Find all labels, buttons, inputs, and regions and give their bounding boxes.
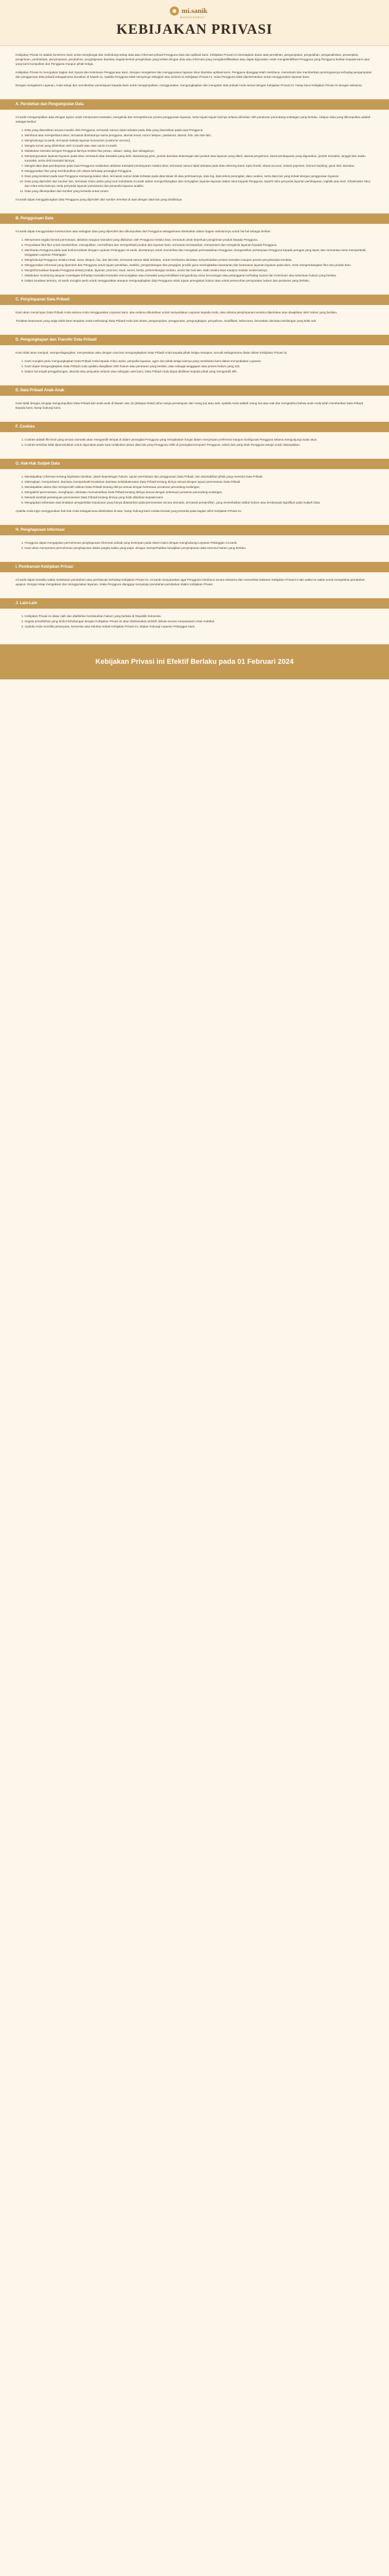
list-item: 2. Kami dapat mengungkapkan Data Pribadi Anda apabila diwajibkan oleh hukum atau peraturan yang berlaku, atau sebagai tanggapan atas proses hukum yang sah. <box>25 364 373 369</box>
section-title: H. Penghapusan Informasi <box>0 525 389 535</box>
list-item: 1. Kami mungkin perlu mengungkapkan Data Pribadi Anda kepada mitra usaha, penyedia layanan, agen dan pihak ketiga lainnya yang membantu kami dalam menyediakan Layanan. <box>25 359 373 363</box>
list-item: 1. Data yang diserahkan secara mandiri oleh Pengguna, termasuk namun tidak terbatas pada data yang diserahkan pada saat Pengguna: <box>25 128 373 132</box>
section-note: Apabila Anda ingin menggunakan hak-hak Anda sebagaimana disebutkan di atas, harap hubungi kami melalui kontak yang tersedia pada bagian akhir Kebijakan Privasi ini. <box>16 509 242 513</box>
intro-paragraph: Kebijakan Privasi ini adalah komitmen kami untuk menghargai dan melindungi setiap data atau informasi pribadi Pengguna situs dan aplikasi kami. Kebijakan Privasi ini menetapkan dasar atas perolehan, pengumpulan, pengolahan, penganalisisan, penampilan, pengiriman, pembukaan, penyimpanan, perubahan, penghapusan dan/atau segala bentuk pengelolaan yang terkait dengan data atau informasi yang mengidentifikasikan atau dapat digunakan untuk mengidentifikasi Pengguna yang Pengguna berikan kepada kami atau yang kami kumpulkan dari Pengguna maupun pihak ketiga. <box>16 53 370 66</box>
list-item: 1. Pengguna dapat mengajukan permohonan penghapusan informasi pribadi yang tersimpan pada sistem kami dengan menghubungi Layanan Pelanggan mi.sanik. <box>25 541 373 545</box>
section-paragraph: Kami akan menyimpan Data Pribadi Anda selama Anda menggunakan Layanan kami, atau selama dibutuhkan untuk menyediakan Layanan kepada Anda, atau selama penyimpanan tersebut diperlukan atau diwajibkan oleh hukum yang berlaku. <box>16 311 338 314</box>
list-item: 8. Menggunakan fitur yang membutuhkan izin akses terhadap perangkat Pengguna. <box>25 169 373 173</box>
section-title: A. Perolehan dan Pengumpulan Data <box>0 99 389 110</box>
section-body <box>0 396 389 418</box>
intro-paragraph: Kebijakan Privasi ini merupakan bagian dari Syarat dan Ketentuan Penggunaan kami. Dengan mengakses dan menggunakan layanan situs dan/atau aplikasi kami, Pengguna dianggap telah membaca, memahami dan memberikan persetujuannya terhadap pengumpulan dan penggunaan data pribadi sebagaimana diuraikan di bawah ini. Apabila Pengguna tidak menyetujui sebagian atau seluruh isi Kebijakan Privasi ini, maka Pengguna tidak diperkenankan untuk menggunakan layanan kami. <box>16 71 372 79</box>
list-item: 3. Mendapatkan akses dan memperoleh salinan Data Pribadi tentang dirinya sesuai dengan ketentuan peraturan perundang-undangan. <box>25 485 373 489</box>
section-paragraph: Tindakan keamanan yang wajar telah kami terapkan untuk melindungi Data Pribadi Anda dari akses, pengumpulan, penggunaan, pengungkapan, penyalinan, modifikasi, kebocoran, kerusakan dan/atau kehilangan yang tidak sah. <box>16 319 317 322</box>
section-body <box>0 572 389 594</box>
effective-date-banner <box>0 644 389 679</box>
list-item: 2. Cookies tersebut tidak diperuntukkan untuk digunakan pada saat melakukan akses data lain yang Pengguna miliki di perangkat komputer Pengguna, selain dari yang telah Pengguna setujui untuk disampaikan. <box>25 443 373 447</box>
list-item: 3. Apabila Anda memiliki pertanyaan, komentar atau keluhan terkait Kebijakan Privasi ini, silakan hubungi Layanan Pelanggan kami. <box>25 624 373 629</box>
list-item: 1. Cookies adalah file kecil yang secara otomatis akan mengambil tempat di dalam perangkat Pengguna yang menjalankan fungsi dalam menyimpan preferensi maupun konfigurasi Pengguna selama mengunjungi suatu situs. <box>25 437 373 442</box>
section-list <box>16 437 373 447</box>
list-item: 1. Mendapatkan informasi tentang kejelasan identitas, dasar kepentingan hukum, tujuan permintaan dan penggunaan Data Pribadi, dan akuntabilitas pihak yang meminta Data Pribadi. <box>25 474 373 479</box>
list-item: 3. Menghubungi mi.sanik, termasuk melalui layanan konsumen (customer service); <box>25 138 373 143</box>
list-item: 3. Membantu Pengguna pada saat berkomunikasi dengan Layanan Pelanggan mi.sanik, diantaranya untuk memeriksa dan mengatasi permasalahan Pengguna; mengarahkan pertanyaan Pengguna kepada petugas yang tepat; dan memantau serta memperbaiki tanggapan Layanan Pelanggan. <box>25 248 373 257</box>
section-body <box>0 345 389 382</box>
list-item: 4. Menghubungi Pengguna melalui email, surat, telepon, fax, dan lain-lain, termasuk namun tidak terbatas, untuk membantu dan/atau menyelesaikan proses transaksi maupun proses penyelesaian kendala. <box>25 258 373 262</box>
effective-date-text: Kebijakan Privasi ini Efektif Berlaku pada 01 Februari 2024 <box>95 658 294 666</box>
section-title: D. Pengungkapan dan Transfer Data Pribadi <box>0 335 389 345</box>
list-item: 1. Memproses segala bentuk permintaan, aktivitas maupun transaksi yang dilakukan oleh Pengguna melalui situs, termasuk untuk keperluan pengiriman produk kepada Pengguna. <box>25 237 373 242</box>
section-body <box>0 609 389 637</box>
privacy-policy-page <box>0 0 389 679</box>
section-body <box>0 469 389 521</box>
list-item: 2. Kami akan memproses permohonan penghapusan dalam jangka waktu yang wajar, dengan memperhatikan kewajiban penyimpanan data menurut hukum yang berlaku. <box>25 546 373 550</box>
section-body <box>0 110 389 210</box>
section-paragraph: Kami tidak dengan sengaja mengumpulkan Data Pribadi dari anak-anak di bawah usia 18 (delapan belas) tahun tanpa persetujuan dari orang tua atau wali. Apabila Anda adalah orang tua atau wali dan mengetahui bahwa anak Anda telah memberikan Data Pribadi kepada kami, harap hubungi kami. <box>16 402 363 409</box>
sections-container <box>0 99 389 637</box>
section-title: C. Penyimpanan Data Pribadi <box>0 295 389 305</box>
list-item: 6. Mempergunakan layanan-layanan pada situs, termasuk data transaksi yang detil, diantaranya jenis, jumlah dan/atau keterangan dari produk atau layanan yang dibeli, alamat pengiriman, kanal pembayaran yang digunakan, jumlah transaksi, tanggal dan waktu transaksi, serta detil transaksi lainnya; <box>25 154 373 163</box>
section-list <box>16 359 373 374</box>
section-list <box>16 614 373 629</box>
section-paragraph: mi.sanik mengumpulkan data dengan tujuan untuk memproses transaksi, mengelola dan memperlancar proses penggunaan layanan, serta tujuan-tujuan lainnya selama diizinkan oleh peraturan perundang-undangan yang berlaku. Adapun data yang dikumpulkan adalah sebagai berikut: <box>16 115 371 123</box>
list-item: 11. Data yang dikumpulkan dari sumber yang tersedia untuk umum. <box>25 189 373 193</box>
section-list <box>16 474 373 505</box>
page-title: KEBIJAKAN PRIVASI <box>116 21 273 37</box>
list-item: 7. Melakukan monitoring ataupun investigasi terhadap transaksi-transaksi mencurigakan atau transaksi yang terindikasi mengandung unsur kecurangan atau pelanggaran terhadap Syarat dan Ketentuan atau ketentuan hukum yang berlaku. <box>25 273 373 278</box>
logo-text: mi.sanik <box>182 7 208 15</box>
section-body <box>0 224 389 291</box>
logo-mark-icon <box>170 6 179 16</box>
section-paragraph: mi.sanik dapat sewaktu-waktu melakukan perubahan atau pembaruan terhadap Kebijakan Privasi ini. mi.sanik menyarankan agar Pengguna membaca secara seksama dan memeriksa halaman Kebijakan Privasi ini dari waktu ke waktu untuk mengetahui perubahan apapun. Dengan tetap mengakses dan menggunakan layanan, maka Pengguna dianggap menyetujui perubahan-perubahan dalam Kebijakan Privasi. <box>16 578 365 586</box>
list-item: 2. Segala perselisihan yang timbul sehubungan dengan Kebijakan Privasi ini akan diselesaikan terlebih dahulu secara musyawarah untuk mufakat. <box>25 619 373 624</box>
section-body <box>0 432 389 455</box>
list-item: 5. Menggunakan informasi yang diperoleh dari Pengguna untuk tujuan penelitian, analisis, pengembangan dan pengujian produk guna meningkatkan keamanan dan keamanan layanan-layanan pada situs, serta mengembangkan fitur dan produk baru. <box>25 263 373 267</box>
list-item: 3. Dalam hal terjadi penggabungan, akuisisi atau penjualan seluruh atau sebagian aset kami, Data Pribadi Anda dapat dialihkan kepada pihak yang mengambil alih. <box>25 369 373 374</box>
page-header <box>0 0 389 46</box>
section-body <box>0 535 389 558</box>
section-list <box>16 541 373 550</box>
section-title: F. Cookies <box>0 422 389 432</box>
list-item: 5. Melakukan interaksi dengan Pengguna lainnya melalui fitur pesan, ulasan, rating, dan sebagainya; <box>25 149 373 153</box>
section-paragraph: Kami tidak akan menjual, memperdagangkan, menyewakan atau dengan cara lain mengungkapkan Data Pribadi Anda kepada pihak ketiga manapun, kecuali sebagaimana diatur dalam Kebijakan Privasi ini. <box>16 351 288 354</box>
section-list <box>16 128 373 193</box>
list-item: 1. Kebijakan Privasi ini diatur oleh dan ditafsirkan berdasarkan hukum yang berlaku di Republik Indonesia. <box>25 614 373 618</box>
brand-logo[interactable] <box>170 6 207 16</box>
section-title: I. Pembaruan Kebijakan Privasi <box>0 562 389 572</box>
list-item: 2. Membuat atau memperbarui akun, termasuk diantaranya nama pengguna, alamat email, nomor telepon, password, alamat, foto, dan lain-lain; <box>25 133 373 138</box>
section-body <box>0 305 389 331</box>
intro <box>0 46 389 95</box>
list-item: 8. Dalam keadaan tertentu, mi.sanik mungkin perlu untuk menggunakan ataupun mengungkapkan data Pengguna untuk tujuan penegakan hukum atau untuk pemenuhan persyaratan hukum dan peraturan yang berlaku. <box>25 278 373 283</box>
list-item: 10. Data yang diperoleh dari sumber lain, termasuk mitra usaha yang turut membantu mi.sanik dalam mengembangkan dan menyajikan layanan-layanan dalam situs kepada Pengguna, seperti mitra penyedia layanan pembayaran, logistik atau kurir, infrastruktur situs, dan mitra-mitra lainnya; serta penyedia layanan pemasaran dan penyedia layanan analitis. <box>25 179 373 188</box>
section-title: B. Penggunaan Data <box>0 213 389 224</box>
intro-paragraph: Dengan mengakses Layanan, Anda setuju dan memberikan persetujuan kepada kami untuk mengumpulkan, menggunakan, mengungkapkan dan mengolah data pribadi Anda sesuai dengan Kebijakan Privasi ini. Harap baca Kebijakan Privasi ini dengan seksama. <box>16 84 363 87</box>
list-item: 6. Menginformasikan kepada Pengguna terkait produk, layanan, promosi, studi, survei, berita, perkembangan terbaru, acara dan lain-lain, baik melalui situs maupun melalui media lainnya. <box>25 268 373 273</box>
section-note: mi.sanik dapat menggabungkan data Pengguna yang diperoleh dari sumber tersebut di atas dengan data lain yang dimilikinya. <box>16 198 183 201</box>
list-item: 7. Mengisi data-data pembayaran pada saat Pengguna melakukan aktivitas transaksi pembayaran melalui situs, termasuk namun tidak terbatas pada data rekening bank, kartu kredit, virtual account, instant payment, internet banking, gerai ritel; dan/atau <box>25 164 373 168</box>
section-paragraph: mi.sanik dapat menggunakan keseluruhan atau sebagian data yang diperoleh dan dikumpulkan dari Pengguna sebagaimana disebutkan dalam bagian sebelumnya untuk hal-hal sebagai berikut: <box>16 230 271 233</box>
section-title: J. Lain-Lain <box>0 598 389 609</box>
list-item: 6. Mengajukan keberatan atas tindakan pengambilan keputusan yang hanya didasarkan pada pemrosesan secara otomatis, termasuk pemprofilan, yang menimbulkan akibat hukum atau berdampak signifikan pada Subjek Data. <box>25 500 373 505</box>
section-title: G. Hak-Hak Subjek Data <box>0 459 389 469</box>
list-item: 9. Data yang terekam pada saat Pengguna mempergunakan situs, termasuk namun tidak terbatas pada data lokasi riil atau perkiraannya, data log, data teknis perangkat, data cookies, serta data lain yang terkait dengan penggunaan layanan. <box>25 174 373 178</box>
section-title: E. Data Pribadi Anak-Anak <box>0 385 389 396</box>
list-item: 2. Penyediaan fitur-fitur untuk memberikan, mewujudkan, memelihara dan memperbaiki produk dan layanan kami, termasuk menawarkan, memproses dan mengelola layanan kepada Pengguna. <box>25 243 373 247</box>
section-list <box>16 237 373 283</box>
logo-subtitle: MANAGEMENT <box>180 16 206 19</box>
list-item: 4. Mengakhiri pemrosesan, menghapus, dan/atau memusnahkan Data Pribadi tentang dirinya sesuai dengan ketentuan peraturan perundang-undangan. <box>25 490 373 494</box>
list-item: 2. Melengkapi, memperbarui, dan/atau memperbaiki kesalahan dan/atau ketidakakuratan Data Pribadi tentang dirinya sesuai dengan tujuan pemrosesan Data Pribadi. <box>25 480 373 484</box>
list-item: 4. Mengisi survei yang dikirimkan oleh mi.sanik atau atas nama mi.sanik; <box>25 143 373 148</box>
list-item: 5. Menarik kembali persetujuan pemrosesan Data Pribadi tentang dirinya yang telah diberikan kepada kami. <box>25 495 373 500</box>
